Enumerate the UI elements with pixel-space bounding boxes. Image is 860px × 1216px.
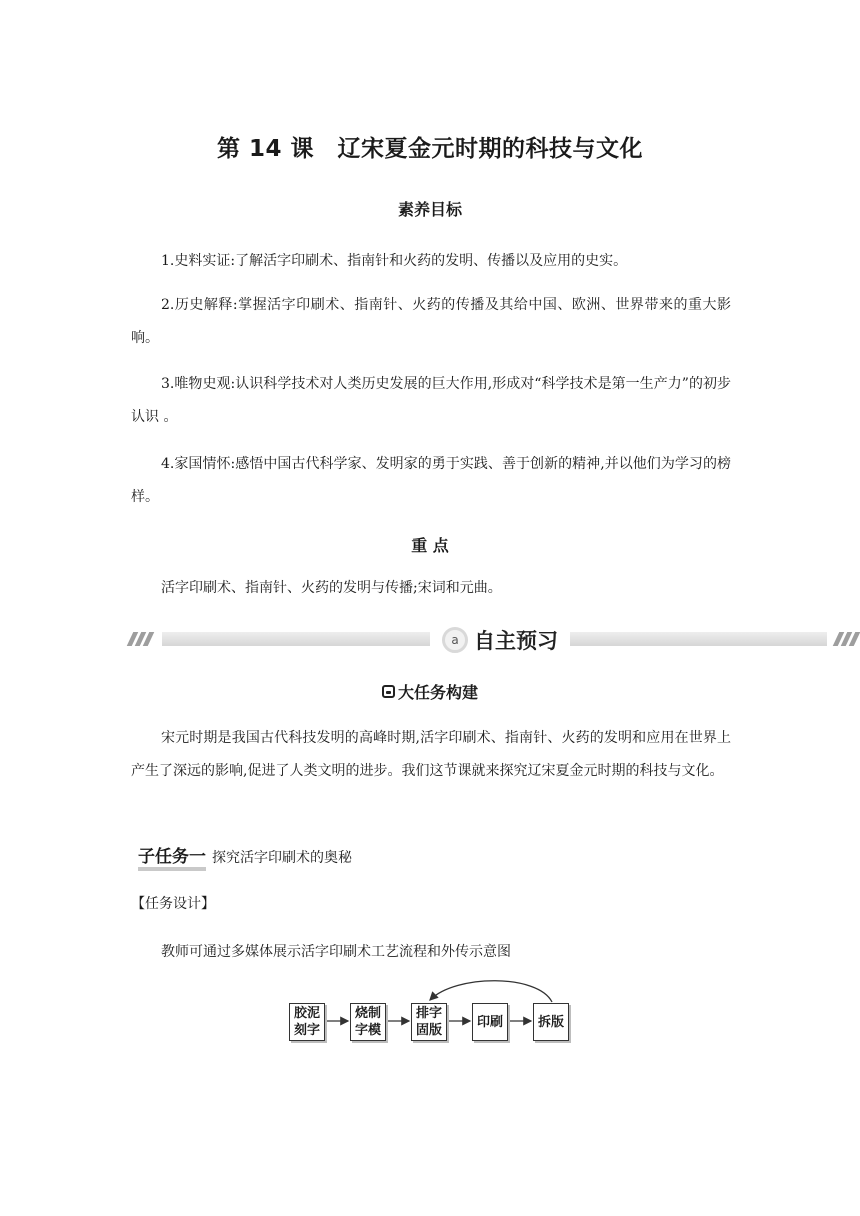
subtask-tag: 子任务一 xyxy=(138,842,206,871)
flow-step-3: 排字 固版 xyxy=(411,1003,447,1041)
goal-item-3: 3.唯物史观:认识科学技术对人类历史发展的巨大作用,形成对“科学技术是第一生产力”的初步认识 。 xyxy=(131,376,731,425)
goal-item-4: 4.家国情怀:感悟中国古代科学家、发明家的勇于实践、善于创新的精神,并以他们为学习的榜样。 xyxy=(131,456,731,505)
banner-label xyxy=(430,622,570,658)
key-points-text: 活字印刷术、指南针、火药的发明与传播;宋词和元曲。 xyxy=(161,580,502,596)
flow-step-5: 拆版 xyxy=(533,1003,569,1041)
task-heading: 大任务构建 xyxy=(397,683,478,702)
subtask-row xyxy=(138,842,352,871)
section-banner xyxy=(128,622,860,658)
flow-return-arrow xyxy=(430,981,552,1002)
subtask-text: 探究活字印刷术的奥秘 xyxy=(212,850,352,866)
task-text: 宋元时期是我国古代科技发明的高峰时期,活字印刷术、指南针、火药的发明和应用在世界上产生了深远的影响,促进了人类文明的进步。我们这节课就来探究辽宋夏金元时期的科技与文化。 xyxy=(131,730,731,779)
design-label: 【任务设计】 xyxy=(131,896,215,912)
goal-item-2: 2.历史解释:掌握活字印刷术、指南针、火药的传播及其给中国、欧洲、世界带来的重大影响。 xyxy=(131,297,731,346)
circle-icon xyxy=(382,685,395,698)
goal-item-1: 1.史料实证:了解活字印刷术、指南针和火药的发明、传播以及应用的史实。 xyxy=(161,253,628,269)
flow-step-4: 印刷 xyxy=(472,1003,508,1041)
goals-heading: 素养目标 xyxy=(397,200,462,219)
banner-text: 自主预习 xyxy=(474,629,558,653)
key-points-heading: 重 点 xyxy=(411,536,449,555)
design-text: 教师可通过多媒体展示活字印刷术工艺流程和外传示意图 xyxy=(161,944,511,960)
task-heading-row xyxy=(0,680,860,703)
flow-step-2: 烧制 字模 xyxy=(350,1003,386,1041)
badge-icon: a xyxy=(442,627,468,653)
flow-step-1: 胶泥 刻字 xyxy=(289,1003,325,1041)
page-title: 第 14 课 辽宋夏金元时期的科技与文化 xyxy=(216,136,644,162)
